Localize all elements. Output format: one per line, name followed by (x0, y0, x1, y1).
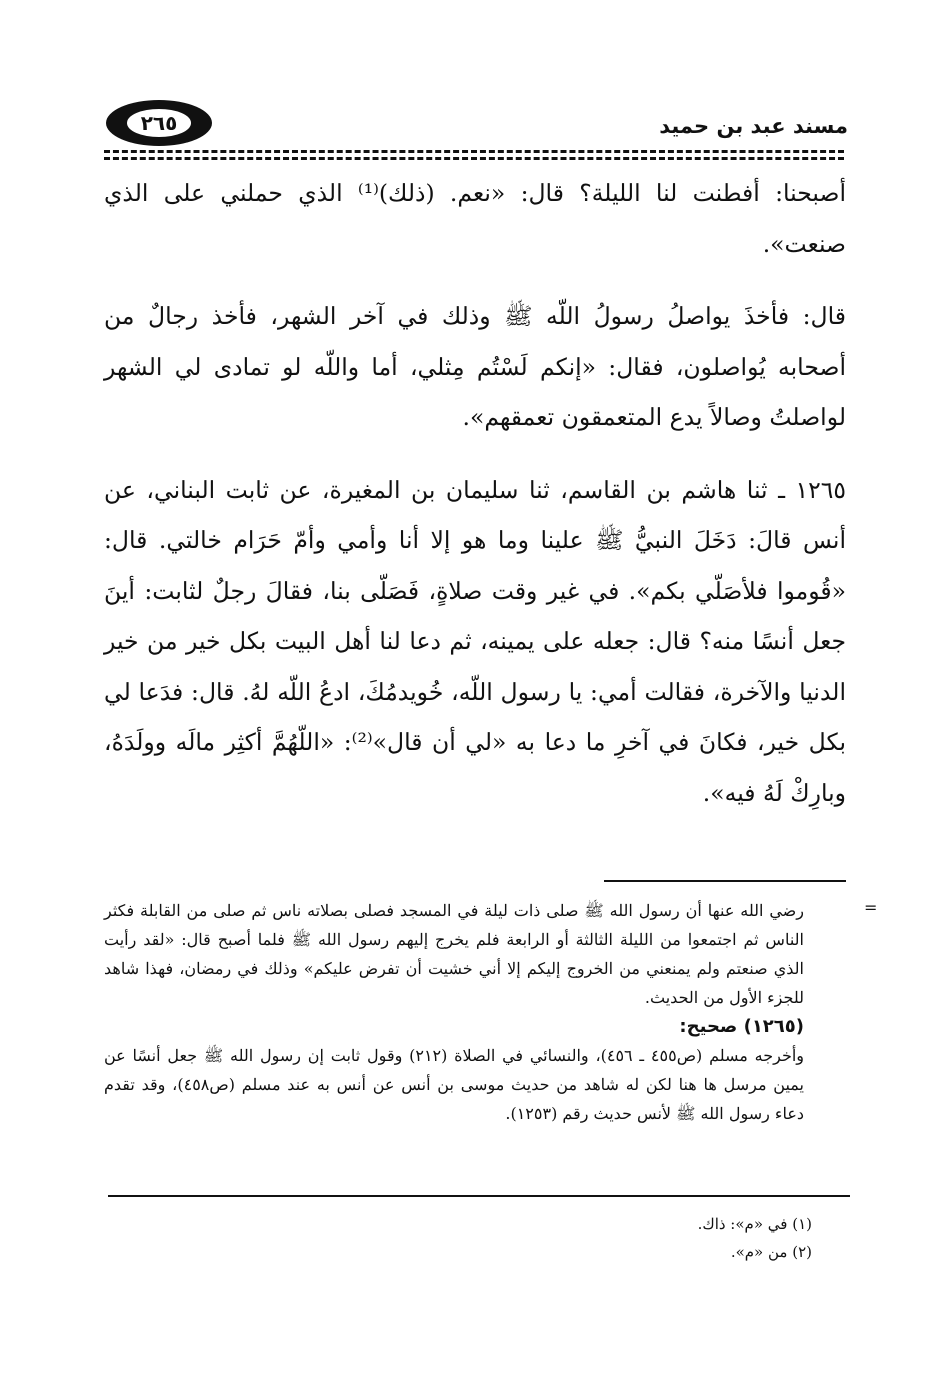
footnote-separator (604, 880, 846, 882)
footnotes-block (104, 896, 804, 1128)
book-title: مسند عبد بن حميد (659, 114, 848, 138)
paragraph-1: أصبحنا: أفطنت لنا الليلة؟ قال: «نعم. (ذلك)⁽¹⁾ الذي حملني على الذي صنعت». (104, 179, 846, 258)
paragraph-2: قال: فأخذَ يواصلُ رسولُ اللّه ﷺ وذلك في آخر الشهر، فأخذ رجالٌ من أصحابه يُواصلون، فقال: «إنكم لَسْتُم مِثلي، أما واللّه لو تمادى لي الشهر لواصلتُ وصالاً يدع المتعمقون تعمقهم». (104, 302, 846, 431)
footnote-continued: رضي الله عنها أن رسول الله ﷺ صلى ذات ليلة في المسجد فصلى بصلاته ناس ثم صلى من القابلة فكثر الناس ثم اجتمعوا من الليلة الثالثة أو الرابعة فلم يخرج إليهم رسول الله ﷺ فلما أصبح قال: «لقد رأيت الذي صنعتم ولم يمنعني من الخروج إليكم إلا أني خشيت أن تفرض عليكم» وذلك في رمضان، فهذا شاهد للجزء الأول من الحديث. (104, 901, 804, 1007)
continuation-marker: = (864, 898, 878, 917)
grading-heading: (١٢٦٥) صحيح: (679, 1016, 804, 1037)
hadith-1265: ١٢٦٥ ـ ثنا هاشم بن القاسم، ثنا سليمان بن المغيرة، عن ثابت البناني، عن أنس قالَ: دَخَلَ النبيُّ ﷺ علينا وما هو إلا أنا وأمي وأمّ حَرَام خالتي. قال: «قُوموا فلأصَلّي بكم». في غير وقت صلاةٍ، فَصَلّى بنا، فقالَ رجلٌ لثابت: أينَ جعل أنسًا منه؟ قال: جعله على يمينه، ثم دعا لنا أهل البيت بكل خير من خير الدنيا والآخرة، فقالت أمي: يا رسول اللّه، خُويدمُكَ، ادعُ اللّه لهُ. قال: فدَعا لي بكل خير، فكانَ في آخرِ ما دعا به «لي أن قال»⁽²⁾: «اللّهُمَّ أكثِر مالَه وولَدَهُ، وبارِكْ لَهُ فيه». (104, 475, 847, 807)
footnote-grading: وأخرجه مسلم (ص٤٥٥ ـ ٤٥٦)، والنسائي في الصلاة (٢١٢) وقول ثابت إن رسول الله ﷺ جعل أنسًا عن يمين مرسل ها هنا لكن له شاهد من حديث موسى بن أنس عن أنس به عند مسلم (ص٤٥٨)، وقد تقدم دعاء رسول الله ﷺ لأنس حديث رقم (١٢٥٣). (104, 1046, 805, 1123)
notes-separator (108, 1195, 850, 1197)
page-number-badge (106, 100, 212, 146)
main-text (104, 168, 846, 818)
header-rule-bottom (104, 157, 844, 160)
note-1: (١) في «م»: ذاك. (697, 1215, 812, 1233)
page-number: ٢٦٥ (127, 109, 192, 137)
variant-notes (698, 1210, 812, 1266)
header-rule-top (104, 150, 844, 153)
note-2: (٢) من «م». (730, 1243, 812, 1261)
